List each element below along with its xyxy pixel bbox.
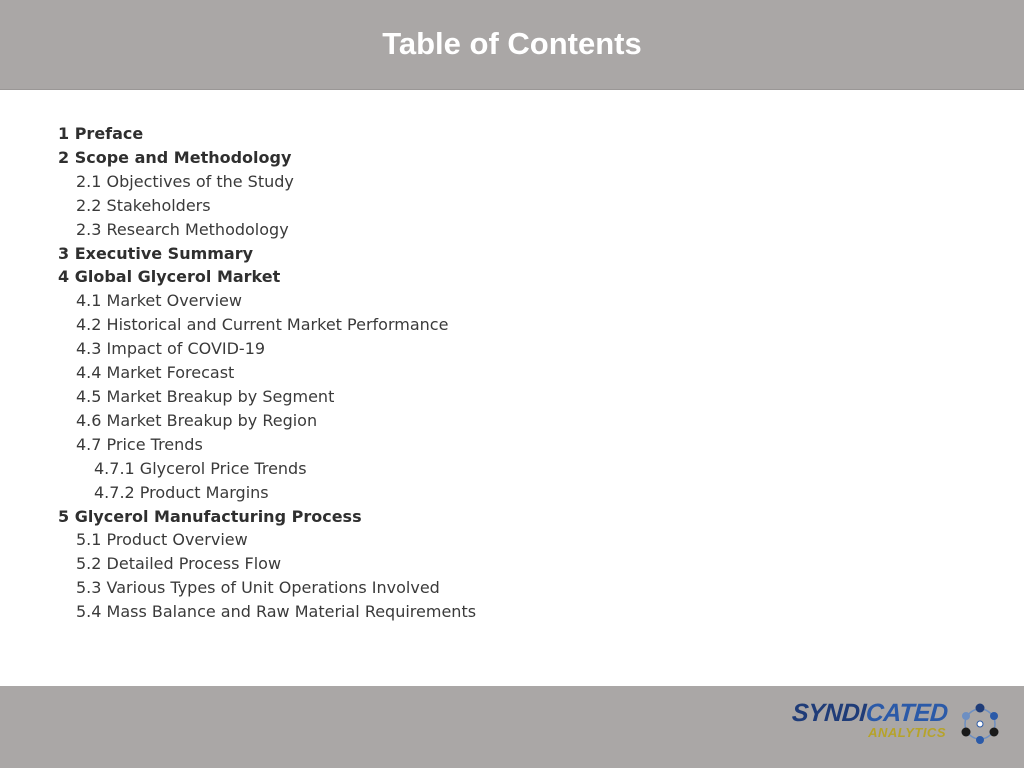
- toc-entry-level-2: 5.2 Detailed Process Flow: [76, 554, 282, 574]
- toc-entry-level-2: 4.6 Market Breakup by Region: [76, 410, 318, 430]
- toc-entry-level-2: 2.2 Stakeholders: [76, 195, 211, 215]
- page-title: Table of Contents: [382, 26, 642, 61]
- footer-bar: [0, 686, 1024, 768]
- toc-entry-level-2: 4.5 Market Breakup by Segment: [76, 386, 335, 406]
- toc-entry-level-2: 5.4 Mass Balance and Raw Material Requirements: [76, 602, 477, 622]
- toc-entry-level-2: 5.3 Various Types of Unit Operations Involved: [76, 578, 440, 598]
- toc-entry-level-2: 4.1 Market Overview: [76, 291, 242, 311]
- toc-entry-level-1: 1 Preface: [58, 124, 144, 143]
- toc-entry-level-3: 4.7.2 Product Margins: [94, 482, 269, 502]
- toc-entry-level-2: 4.7 Price Trends: [76, 434, 203, 454]
- logo-main-part-a: SYNDI: [791, 699, 867, 727]
- header-bar: [0, 0, 1024, 90]
- toc-entry-level-1: 4 Global Glycerol Market: [58, 267, 281, 287]
- toc-entry-level-2: 4.2 Historical and Current Market Performance: [76, 315, 449, 335]
- toc-entry-level-1: 2 Scope and Methodology: [58, 147, 292, 167]
- table-of-contents: [58, 122, 476, 624]
- logo-wordmark: [792, 700, 952, 740]
- company-logo: [792, 700, 1002, 750]
- toc-entry-level-2: 4.4 Market Forecast: [76, 363, 235, 383]
- logo-main-part-b: CATED: [864, 699, 949, 727]
- toc-entry-level-3: 4.7.1 Glycerol Price Trends: [94, 458, 307, 478]
- toc-entry-level-2: 2.1 Objectives of the Study: [76, 171, 294, 191]
- toc-entry-level-1: 5 Glycerol Manufacturing Process: [58, 506, 362, 526]
- toc-entry-level-2: 5.1 Product Overview: [76, 530, 248, 550]
- toc-entry-level-1: 3 Executive Summary: [58, 243, 254, 263]
- molecule-ring-icon: [958, 702, 1002, 746]
- toc-entry-level-2: 2.3 Research Methodology: [76, 219, 289, 239]
- logo-main-text: [791, 700, 953, 726]
- toc-entry-level-2: 4.3 Impact of COVID-19: [76, 339, 266, 359]
- logo-sub-text: ANALYTICS: [868, 725, 946, 740]
